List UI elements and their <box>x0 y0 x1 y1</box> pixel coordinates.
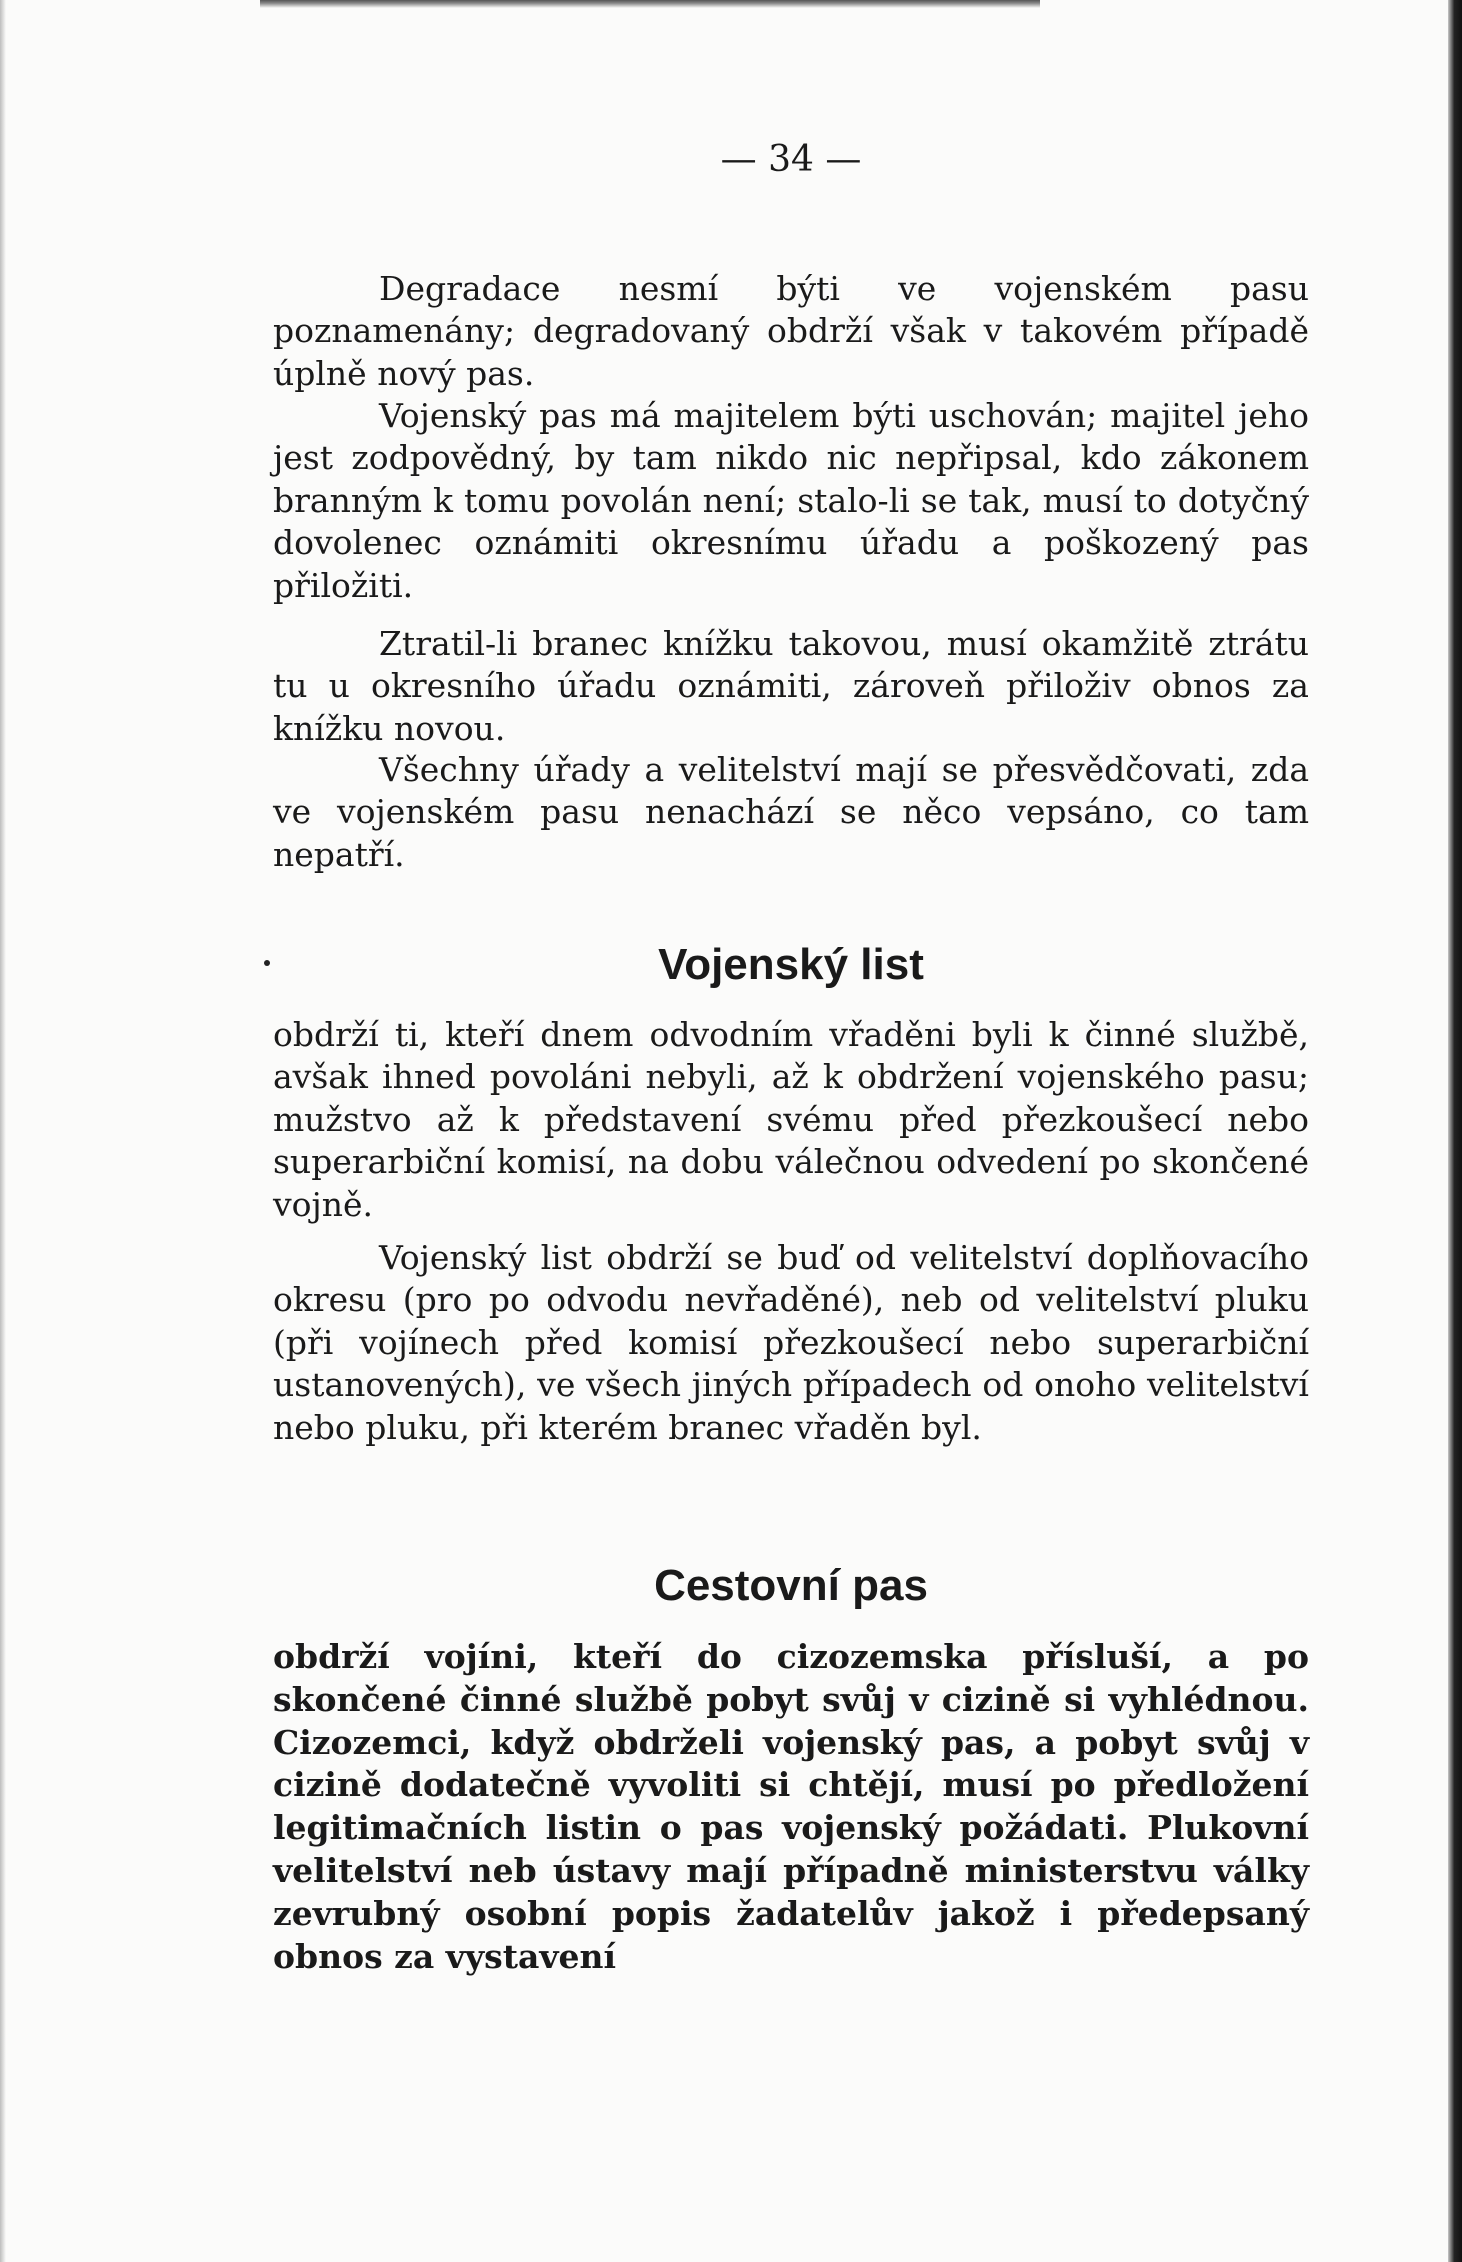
page-number: — 34 — <box>720 139 862 180</box>
heading-vojensky-list: Vojenský list <box>658 940 924 989</box>
page-edge-shadow-top <box>260 0 1040 8</box>
paragraph-cestovni-pas: obdrží vojíni, kteří do cizozemska přísluší, a po skončené činné službě pobyt svůj v cizině si vyhlédnou. Cizozemci, když obdrželi vojenský pas, a pobyt svůj v cizině dodatečně vyvoliti si chtějí, musí po předložení legitimačních listin o pas vojenský požádati. Plukovní velitelství neb ústavy mají případně ministerstvu války zevrubný osobní popis žadatelův jakož i předepsaný obnos za vystavení <box>273 1637 1309 1976</box>
stray-dot-mark <box>264 960 270 966</box>
paragraph-vojensky-list-details: Vojenský list obdrží se buď od velitelství doplňovacího okresu (pro po odvodu nevřaděné), neb od velitelství pluku (při vojínech před komisí přezkoušecí nebo superarbiční ustanovených), ve všech jiných případech od onoho velitelství nebo pluku, při kterém branec vřaděn byl. <box>273 1238 1309 1447</box>
paragraph-ztratil: Ztratil-li branec knížku takovou, musí okamžitě ztrátu tu u okresního úřadu oznámiti, zároveň přiloživ obnos za knížku novou. <box>273 624 1309 748</box>
paragraph-vojensky-list-intro: obdrží ti, kteří dnem odvodním vřaděni byli k činné službě, avšak ihned povoláni nebyli, až k obdržení vojenského pasu; mužstvo až k představení svému před přezkoušecí nebo superarbiční komisí, na dobu válečnou odvedení po skončené vojně. <box>273 1015 1309 1224</box>
paragraph-vsechny-urady: Všechny úřady a velitelství mají se přesvědčovati, zda ve vojenském pasu nenachází se něco vepsáno, co tam nepatří. <box>273 750 1309 874</box>
page-edge-shadow-right <box>1448 0 1462 2262</box>
paragraph-degradace: Degradace nesmí býti ve vojenském pasu poznamenány; degradovaný obdrží však v takovém případě úplně nový pas. <box>273 269 1309 393</box>
page-edge-shadow-left <box>0 0 6 2262</box>
paragraph-vojensky-pas: Vojenský pas má majitelem býti uschován; majitel jeho jest zodpovědný, by tam nikdo nic nepřipsal, kdo zákonem branným k tomu povolán není; stalo-li se tak, musí to dotyčný dovolenec oznámiti okresnímu úřadu a poškozený pas přiložiti. <box>273 396 1309 605</box>
heading-cestovni-pas: Cestovní pas <box>654 1561 928 1610</box>
